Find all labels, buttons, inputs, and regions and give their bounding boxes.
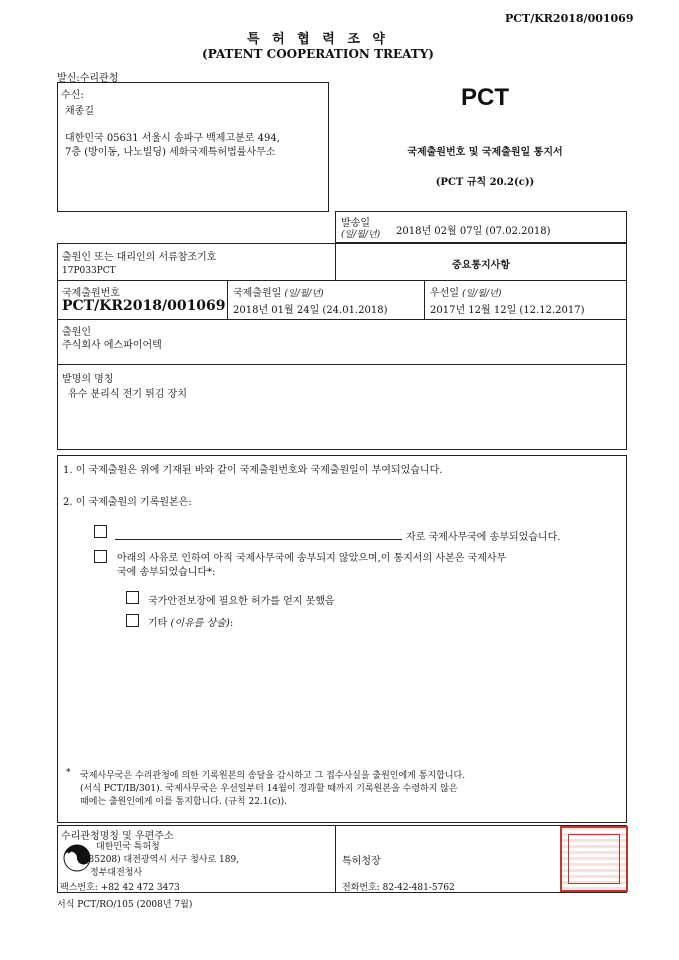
footnote-line-1: 국제사무국은 수리관청에 의한 기록원본의 송달을 감시하고 그 접수사실을 출원인에게 통지합니다. — [80, 771, 466, 781]
application-number-value: PCT/KR2018/001069 — [62, 298, 226, 314]
office-address: (35208) 대전광역시 서구 청사로 189, — [85, 855, 240, 865]
application-number-box — [57, 280, 228, 320]
sub-option-2-colon: : — [229, 618, 234, 629]
officer-phone: 전화번호: 82-42-481-5762 — [342, 883, 455, 893]
body-item-1: 1. 이 국제출원은 위에 기재된 바와 같이 국제출원번호와 국제출원일이 부여되었습니다. — [63, 465, 443, 476]
recipient-address-2: 7층 (방이동, 나노빌딩) 세화국제특허법률사무소 — [65, 147, 276, 158]
option-a-text: 자로 국제사무국에 송부되었습니다. — [406, 532, 561, 543]
sub-option-2-label: 기타 — [148, 618, 168, 629]
mailing-date-format: (일/월/년) — [341, 230, 381, 240]
application-number-label: 국제출원번호 — [62, 288, 120, 299]
form-id: 서식 PCT/RO/105 (2008년 7월) — [57, 900, 193, 910]
applicant-box — [57, 319, 627, 365]
footnote-mark: * — [66, 768, 71, 778]
office-building: 정부대전청사 — [90, 868, 143, 878]
office-label: 수리관청명칭 및 우편주소 — [61, 831, 174, 842]
office-name: 대한민국 특허청 — [96, 842, 160, 852]
sub-option-2-checkbox[interactable] — [126, 614, 139, 627]
option-b-line-1: 아래의 사유로 인하여 아직 국제사무국에 송부되지 않았으며,이 통지서의 사본은 국제사무 — [117, 553, 507, 564]
option-b-checkbox[interactable] — [94, 550, 107, 563]
filing-date-box — [227, 280, 425, 320]
official-seal-stamp — [560, 826, 628, 892]
applicant-ref-label: 출원인 또는 대리인의 서류참조기호 — [62, 252, 217, 263]
recipient-name: 채종길 — [65, 106, 94, 117]
receiving-office-box — [57, 825, 336, 893]
important-notice: 중요통지사항 — [452, 260, 510, 271]
option-a-date-line — [115, 539, 402, 540]
invention-title-box — [57, 364, 627, 450]
title-korean: 특 허 협 력 조 약 — [247, 32, 389, 47]
recipient-label: 수신: — [61, 90, 84, 101]
option-b-line-2: 국에 송부되었습니다*: — [117, 567, 216, 578]
mailing-date-box — [335, 211, 627, 243]
footnote-line-2: (서식 PCT/IB/301). 국제사무국은 우선일부터 14월이 경과할 때까지 기록원본을 수령하지 않은 — [80, 784, 458, 794]
mailing-date-value: 2018년 02월 07일 (07.02.2018) — [396, 226, 551, 237]
sub-option-1-checkbox[interactable] — [126, 591, 139, 604]
sub-option-1-text: 국가안전보장에 필요한 허가를 얻지 못했음 — [148, 596, 335, 607]
recipient-box — [57, 82, 329, 212]
pct-title: PCT — [461, 84, 509, 111]
priority-date-format: (일/월/년) — [462, 289, 502, 299]
applicant-ref-value: 17P033PCT — [62, 266, 116, 276]
invention-title-value: 유수 분리식 전기 튀김 장치 — [68, 389, 187, 400]
notice-title: 국제출원번호 및 국제출원일 통지서 — [407, 147, 563, 158]
header-ref-number: PCT/KR2018/001069 — [505, 12, 634, 25]
footnote-line-3: 때에는 출원인에게 이를 통지합니다. (규칙 22.1(c)). — [80, 797, 287, 807]
filing-date-value: 2018년 01월 24일 (24.01.2018) — [233, 305, 388, 316]
sub-option-2-note: (이유를 상술) — [170, 618, 230, 629]
applicant-value: 주식회사 에스파이어텍 — [62, 340, 162, 351]
officer-title: 특허청장 — [342, 856, 381, 867]
applicant-label: 출원인 — [62, 327, 91, 338]
option-a-checkbox[interactable] — [94, 525, 107, 538]
applicant-ref-box — [57, 243, 336, 281]
office-fax: 팩스번호: +82 42 472 3473 — [60, 883, 180, 893]
mailing-date-label: 발송일 — [341, 218, 370, 229]
pct-rule: (PCT 규칙 20.2(c)) — [435, 177, 535, 188]
invention-title-label: 발명의 명칭 — [62, 374, 114, 385]
filing-date-label: 국제출원일 — [233, 288, 282, 299]
body-item-2: 2. 이 국제출원의 기록원본은: — [63, 497, 192, 508]
filing-date-format: (일/월/년) — [284, 289, 324, 299]
priority-date-box — [424, 280, 627, 320]
recipient-address-1: 대한민국 05631 서울시 송파구 백제고분로 494, — [65, 133, 280, 144]
title-english: (PATENT COOPERATION TREATY) — [202, 47, 434, 61]
sender-label: 발신:수리관청 — [57, 73, 119, 84]
priority-date-label: 우선일 — [430, 288, 459, 299]
priority-date-value: 2017년 12월 12일 (12.12.2017) — [430, 305, 585, 316]
important-notice-box — [335, 243, 627, 281]
